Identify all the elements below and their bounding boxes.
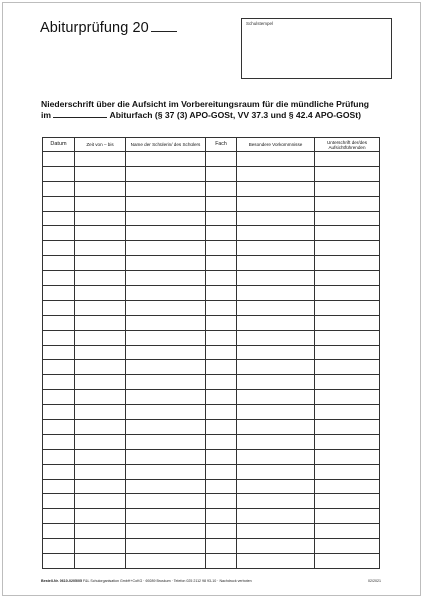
cell-datum[interactable] [43, 360, 75, 375]
table-body [43, 152, 380, 569]
cell-datum[interactable] [43, 390, 75, 405]
cell-unterschrift[interactable] [315, 196, 380, 211]
cell-name[interactable] [126, 330, 206, 345]
cell-datum[interactable] [43, 271, 75, 286]
cell-vorkommnisse[interactable] [237, 181, 315, 196]
cell-zeit[interactable] [75, 509, 126, 524]
cell-name[interactable] [126, 196, 206, 211]
form-heading-line-2 [41, 110, 369, 121]
cell-datum[interactable] [43, 286, 75, 301]
cell-name[interactable] [126, 211, 206, 226]
column-header-datum: Datum [43, 138, 75, 152]
cell-fach[interactable] [206, 390, 237, 405]
cell-fach[interactable] [206, 211, 237, 226]
cell-zeit[interactable] [75, 271, 126, 286]
cell-unterschrift[interactable] [315, 464, 380, 479]
cell-fach[interactable] [206, 434, 237, 449]
cell-fach[interactable] [206, 360, 237, 375]
cell-unterschrift[interactable] [315, 405, 380, 420]
cell-name[interactable] [126, 449, 206, 464]
subject-blank-line[interactable] [53, 110, 107, 118]
cell-vorkommnisse[interactable] [237, 375, 315, 390]
form-heading [41, 99, 369, 121]
cell-name[interactable] [126, 434, 206, 449]
cell-unterschrift[interactable] [315, 509, 380, 524]
cell-zeit[interactable] [75, 152, 126, 167]
cell-unterschrift[interactable] [315, 449, 380, 464]
cell-name[interactable] [126, 479, 206, 494]
cell-name[interactable] [126, 166, 206, 181]
cell-zeit[interactable] [75, 286, 126, 301]
column-header-unterschrift: Unterschrift der/des Aufsichtführenden [315, 138, 380, 152]
cell-unterschrift[interactable] [315, 300, 380, 315]
table-row [43, 390, 380, 405]
cell-vorkommnisse[interactable] [237, 360, 315, 375]
table-row [43, 241, 380, 256]
cell-zeit[interactable] [75, 390, 126, 405]
document-title [40, 20, 177, 36]
table-row [43, 196, 380, 211]
cell-fach[interactable] [206, 479, 237, 494]
cell-name[interactable] [126, 360, 206, 375]
cell-zeit[interactable] [75, 241, 126, 256]
cell-name[interactable] [126, 315, 206, 330]
cell-fach[interactable] [206, 256, 237, 271]
cell-datum[interactable] [43, 315, 75, 330]
column-header-fach: Fach [206, 138, 237, 152]
table-row [43, 271, 380, 286]
cell-datum[interactable] [43, 449, 75, 464]
cell-fach[interactable] [206, 509, 237, 524]
cell-vorkommnisse[interactable] [237, 241, 315, 256]
cell-name[interactable] [126, 256, 206, 271]
cell-name[interactable] [126, 524, 206, 539]
cell-fach[interactable] [206, 554, 237, 569]
cell-unterschrift[interactable] [315, 286, 380, 301]
cell-vorkommnisse[interactable] [237, 420, 315, 435]
cell-vorkommnisse[interactable] [237, 494, 315, 509]
cell-vorkommnisse[interactable] [237, 196, 315, 211]
table-row [43, 494, 380, 509]
cell-datum[interactable] [43, 375, 75, 390]
cell-unterschrift[interactable] [315, 539, 380, 554]
cell-datum[interactable] [43, 241, 75, 256]
cell-fach[interactable] [206, 181, 237, 196]
cell-datum[interactable] [43, 434, 75, 449]
cell-datum[interactable] [43, 464, 75, 479]
table-row [43, 226, 380, 241]
cell-zeit[interactable] [75, 360, 126, 375]
cell-name[interactable] [126, 375, 206, 390]
school-stamp-box[interactable] [241, 18, 392, 79]
cell-fach[interactable] [206, 226, 237, 241]
cell-fach[interactable] [206, 315, 237, 330]
supervision-table [42, 137, 380, 569]
cell-unterschrift[interactable] [315, 434, 380, 449]
cell-name[interactable] [126, 405, 206, 420]
cell-vorkommnisse[interactable] [237, 434, 315, 449]
school-stamp-label: Schulstempel [246, 21, 274, 26]
cell-zeit[interactable] [75, 226, 126, 241]
cell-vorkommnisse[interactable] [237, 449, 315, 464]
cell-zeit[interactable] [75, 479, 126, 494]
cell-fach[interactable] [206, 405, 237, 420]
cell-vorkommnisse[interactable] [237, 152, 315, 167]
table-row [43, 375, 380, 390]
cell-unterschrift[interactable] [315, 241, 380, 256]
cell-zeit[interactable] [75, 300, 126, 315]
cell-fach[interactable] [206, 330, 237, 345]
cell-name[interactable] [126, 494, 206, 509]
cell-name[interactable] [126, 390, 206, 405]
table-row [43, 315, 380, 330]
cell-unterschrift[interactable] [315, 390, 380, 405]
cell-name[interactable] [126, 464, 206, 479]
cell-fach[interactable] [206, 300, 237, 315]
table-row [43, 524, 380, 539]
cell-fach[interactable] [206, 241, 237, 256]
cell-vorkommnisse[interactable] [237, 554, 315, 569]
form-heading-rest: Abiturfach (§ 37 (3) APO-GOSt, VV 37.3 und § 42.4 APO-GOSt) [109, 110, 361, 120]
cell-datum[interactable] [43, 420, 75, 435]
cell-zeit[interactable] [75, 449, 126, 464]
cell-fach[interactable] [206, 420, 237, 435]
cell-datum[interactable] [43, 300, 75, 315]
table-row [43, 330, 380, 345]
cell-name[interactable] [126, 271, 206, 286]
cell-vorkommnisse[interactable] [237, 524, 315, 539]
cell-datum[interactable] [43, 330, 75, 345]
cell-name[interactable] [126, 509, 206, 524]
cell-vorkommnisse[interactable] [237, 390, 315, 405]
cell-fach[interactable] [206, 464, 237, 479]
cell-unterschrift[interactable] [315, 479, 380, 494]
table-row [43, 300, 380, 315]
form-heading-prefix: im [41, 110, 52, 120]
order-number: Bestell-Nr. 0610-0205/05 [41, 579, 82, 583]
cell-fach[interactable] [206, 166, 237, 181]
form-heading-line-1: Niederschrift über die Aufsicht im Vorbereitungsraum für die mündliche Prüfung [41, 99, 370, 109]
publisher-info: F&L Schulorganisation GmbH+CoKG · 69289 Bruskum · Telefon 025 2112 98 93-10 · Nachdruck verboten [82, 579, 252, 583]
table-row [43, 464, 380, 479]
cell-vorkommnisse[interactable] [237, 166, 315, 181]
table-row [43, 509, 380, 524]
cell-name[interactable] [126, 226, 206, 241]
cell-unterschrift[interactable] [315, 420, 380, 435]
cell-fach[interactable] [206, 539, 237, 554]
column-header-zeit: Zeit von – bis [75, 138, 126, 152]
cell-zeit[interactable] [75, 524, 126, 539]
cell-unterschrift[interactable] [315, 360, 380, 375]
table-header-row [43, 138, 380, 152]
cell-vorkommnisse[interactable] [237, 330, 315, 345]
table-row [43, 479, 380, 494]
cell-name[interactable] [126, 300, 206, 315]
table-row [43, 286, 380, 301]
cell-zeit[interactable] [75, 405, 126, 420]
form-page [2, 2, 421, 596]
cell-zeit[interactable] [75, 375, 126, 390]
cell-datum[interactable] [43, 479, 75, 494]
cell-unterschrift[interactable] [315, 494, 380, 509]
cell-datum[interactable] [43, 554, 75, 569]
document-title-text: Abiturprüfung 20 [40, 20, 149, 36]
column-header-name: Name der Schülerin/ des Schülers [126, 138, 206, 152]
table-row [43, 211, 380, 226]
cell-zeit[interactable] [75, 330, 126, 345]
cell-zeit[interactable] [75, 434, 126, 449]
cell-unterschrift[interactable] [315, 226, 380, 241]
cell-unterschrift[interactable] [315, 524, 380, 539]
cell-unterschrift[interactable] [315, 256, 380, 271]
cell-datum[interactable] [43, 152, 75, 167]
cell-unterschrift[interactable] [315, 181, 380, 196]
cell-vorkommnisse[interactable] [237, 300, 315, 315]
cell-vorkommnisse[interactable] [237, 405, 315, 420]
table-row [43, 434, 380, 449]
cell-name[interactable] [126, 420, 206, 435]
table-row [43, 449, 380, 464]
table-row [43, 166, 380, 181]
cell-fach[interactable] [206, 152, 237, 167]
cell-zeit[interactable] [75, 554, 126, 569]
cell-name[interactable] [126, 152, 206, 167]
cell-vorkommnisse[interactable] [237, 479, 315, 494]
form-date: 02/2021 [368, 579, 381, 583]
cell-unterschrift[interactable] [315, 345, 380, 360]
cell-fach[interactable] [206, 345, 237, 360]
cell-zeit[interactable] [75, 181, 126, 196]
cell-datum[interactable] [43, 256, 75, 271]
cell-vorkommnisse[interactable] [237, 464, 315, 479]
cell-fach[interactable] [206, 375, 237, 390]
cell-unterschrift[interactable] [315, 271, 380, 286]
cell-unterschrift[interactable] [315, 211, 380, 226]
cell-vorkommnisse[interactable] [237, 345, 315, 360]
cell-zeit[interactable] [75, 494, 126, 509]
cell-datum[interactable] [43, 524, 75, 539]
table-row [43, 181, 380, 196]
cell-zeit[interactable] [75, 420, 126, 435]
cell-name[interactable] [126, 539, 206, 554]
cell-vorkommnisse[interactable] [237, 271, 315, 286]
table-row [43, 256, 380, 271]
cell-zeit[interactable] [75, 464, 126, 479]
cell-zeit[interactable] [75, 166, 126, 181]
cell-zeit[interactable] [75, 256, 126, 271]
table-row [43, 554, 380, 569]
table-row [43, 345, 380, 360]
cell-unterschrift[interactable] [315, 554, 380, 569]
cell-name[interactable] [126, 554, 206, 569]
page-footer [41, 579, 381, 583]
cell-zeit[interactable] [75, 315, 126, 330]
cell-vorkommnisse[interactable] [237, 509, 315, 524]
cell-name[interactable] [126, 181, 206, 196]
cell-unterschrift[interactable] [315, 375, 380, 390]
year-blank-line[interactable] [151, 20, 177, 32]
cell-unterschrift[interactable] [315, 166, 380, 181]
cell-datum[interactable] [43, 196, 75, 211]
cell-unterschrift[interactable] [315, 152, 380, 167]
cell-datum[interactable] [43, 509, 75, 524]
cell-fach[interactable] [206, 449, 237, 464]
cell-datum[interactable] [43, 226, 75, 241]
cell-fach[interactable] [206, 196, 237, 211]
cell-vorkommnisse[interactable] [237, 256, 315, 271]
table-row [43, 405, 380, 420]
table-row [43, 539, 380, 554]
cell-vorkommnisse[interactable] [237, 286, 315, 301]
cell-datum[interactable] [43, 181, 75, 196]
cell-vorkommnisse[interactable] [237, 226, 315, 241]
cell-fach[interactable] [206, 286, 237, 301]
cell-zeit[interactable] [75, 196, 126, 211]
cell-datum[interactable] [43, 345, 75, 360]
cell-fach[interactable] [206, 524, 237, 539]
cell-datum[interactable] [43, 539, 75, 554]
cell-fach[interactable] [206, 271, 237, 286]
cell-unterschrift[interactable] [315, 330, 380, 345]
cell-zeit[interactable] [75, 211, 126, 226]
table-row [43, 152, 380, 167]
cell-vorkommnisse[interactable] [237, 315, 315, 330]
column-header-vorkommnisse: Besondere Vorkommnisse [237, 138, 315, 152]
cell-fach[interactable] [206, 494, 237, 509]
cell-zeit[interactable] [75, 539, 126, 554]
cell-datum[interactable] [43, 166, 75, 181]
cell-datum[interactable] [43, 211, 75, 226]
cell-datum[interactable] [43, 494, 75, 509]
cell-datum[interactable] [43, 405, 75, 420]
cell-name[interactable] [126, 241, 206, 256]
cell-name[interactable] [126, 345, 206, 360]
cell-name[interactable] [126, 286, 206, 301]
cell-vorkommnisse[interactable] [237, 211, 315, 226]
cell-vorkommnisse[interactable] [237, 539, 315, 554]
cell-zeit[interactable] [75, 345, 126, 360]
table-row [43, 360, 380, 375]
cell-unterschrift[interactable] [315, 315, 380, 330]
table-row [43, 420, 380, 435]
